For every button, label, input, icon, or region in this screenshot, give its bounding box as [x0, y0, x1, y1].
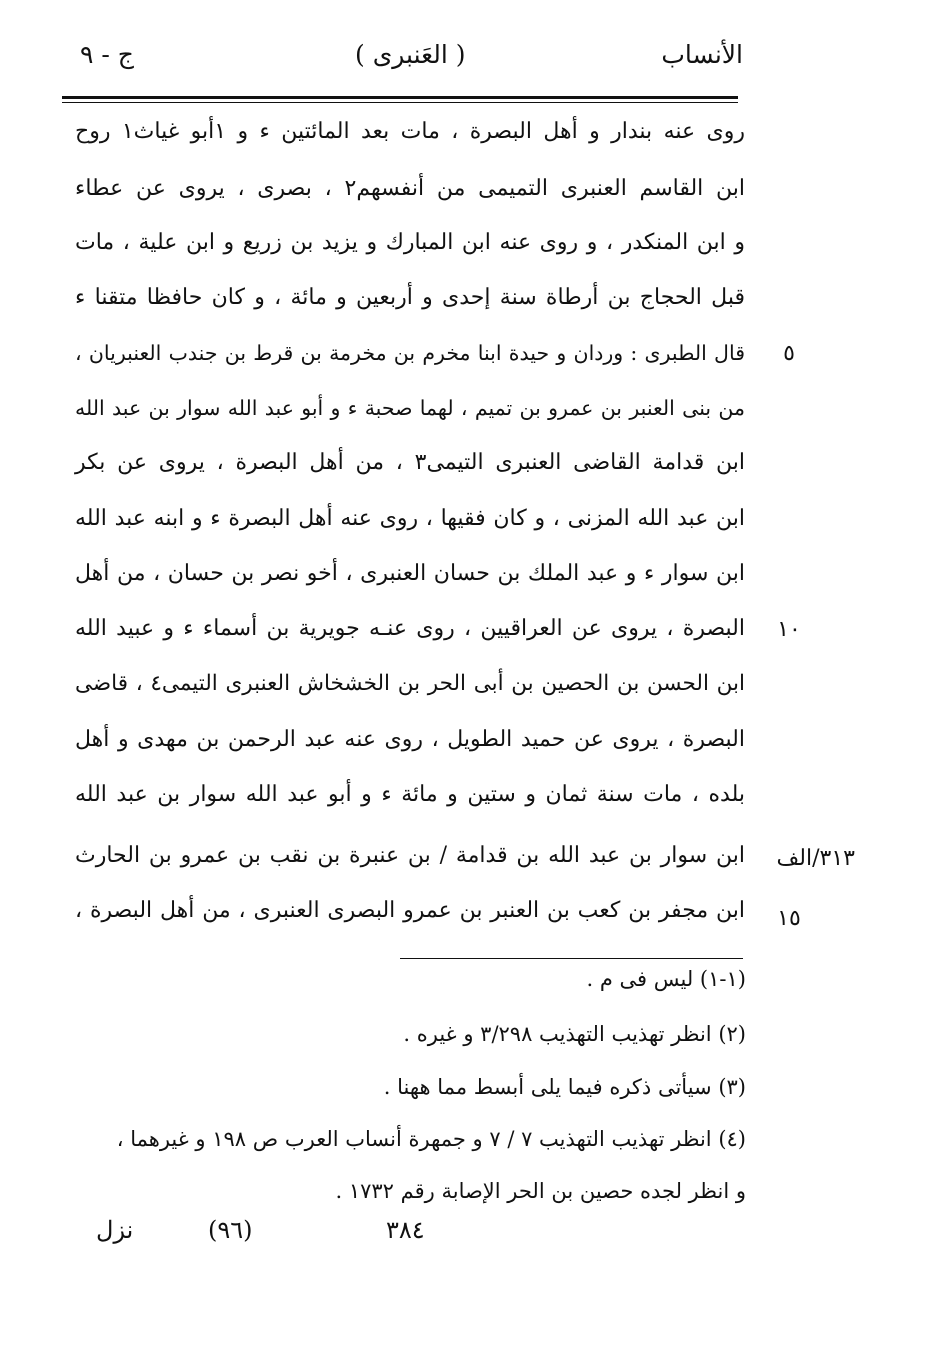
text-line: بلده ، مات سنة ثمان و ستين و مائة ء و أبو عبد الله سوار بن عبد الله: [75, 782, 745, 807]
page-number: ٣٨٤: [386, 1216, 425, 1244]
header-rule-thin: [62, 102, 738, 103]
signature-number: (٩٦): [208, 1216, 253, 1244]
line-number-5: ٥: [783, 341, 795, 366]
running-head-volume: ج - ٩: [80, 40, 134, 69]
text-line: ابن سوار بن عبد الله بن قدامة / بن عنبرة بن نقب بن عمرو بن الحارث: [75, 843, 745, 868]
text-line: البصرة ، يروى عن العراقيين ، روى عنـه جويرية بن أسماء ء و عبيد الله: [75, 616, 745, 641]
text-line: ابن القاسم العنبرى التميمى من أنفسهم٢ ، بصرى ، يروى عن عطاء: [75, 176, 746, 201]
footnote-separator: [400, 958, 743, 959]
footnote-continuation: و انظر لجده حصين بن الحر الإصابة رقم ١٧٣٢ .: [335, 1179, 746, 1203]
footnote: (٣) سيأتى ذكره فيما يلى أبسط مما ههنا .: [383, 1075, 746, 1099]
header-rule-thick: [62, 96, 738, 99]
line-number-10: ١٠: [777, 617, 801, 642]
text-line: قبل الحجاج بن أرطاة سنة إحدى و أربعين و مائة ، و كان حافظا متقنا ء: [75, 285, 745, 310]
footnote: (٢) انظر تهذيب التهذيب ٣/٢٩٨ و غيره .: [403, 1022, 746, 1046]
running-head-title: الأنساب: [661, 40, 743, 69]
text-line: ابن الحسن بن الحصين بن أبى الحر بن الخشخاش العنبرى التيمى٤ ، قاضى: [75, 671, 745, 696]
text-line: البصرة ، يروى عن حميد الطويل ، روى عنه عبد الرحمن بن مهدى و أهل: [75, 727, 745, 752]
text-line: ابن قدامة القاضى العنبرى التيمى٣ ، من أهل البصرة ، يروى عن بكر: [75, 450, 746, 475]
running-head-section: ( العَنبرى ): [355, 40, 466, 69]
catchword: نزل: [96, 1216, 134, 1244]
text-line: ابن عبد الله المزنى ، و كان فقيها ، روى عنه أهل البصرة ء و ابنه عبد الله: [75, 506, 745, 531]
text-line: قال الطبرى : وردان و حيدة ابنا مخرم بن مخرمة بن قرط بن جندب العنبريان ،: [75, 341, 745, 365]
footnote: (١-١) ليس فى م .: [586, 967, 746, 991]
text-line: روى عنه بندار و أهل البصرة ، مات بعد المائتين ء و ١أبو غياث١ روح: [75, 119, 745, 144]
folio-marker: ٣١٣/الف: [776, 846, 855, 871]
footnote: (٤) انظر تهذيب التهذيب ٧ / ٧ و جمهرة أنساب العرب ص ١٩٨ و غيرهما ،: [116, 1127, 746, 1151]
text-line: و ابن المنكدر ، و روى عنه ابن المبارك و يزيد بن زريع و ابن علية ، مات: [75, 230, 745, 255]
text-line: ابن سوار ء و عبد الملك بن حسان العنبرى ، أخو نصر بن حسان ، من أهل: [75, 561, 745, 586]
text-line: من بنى العنبر بن عمرو بن تميم ، لهما صحبة ء و أبو عبد الله سوار بن عبد الله: [75, 396, 745, 420]
text-line: ابن مجفر بن كعب بن العنبر بن عمرو البصرى العنبرى ، من أهل البصرة ،: [75, 898, 745, 923]
line-number-15: ١٥: [777, 906, 801, 931]
